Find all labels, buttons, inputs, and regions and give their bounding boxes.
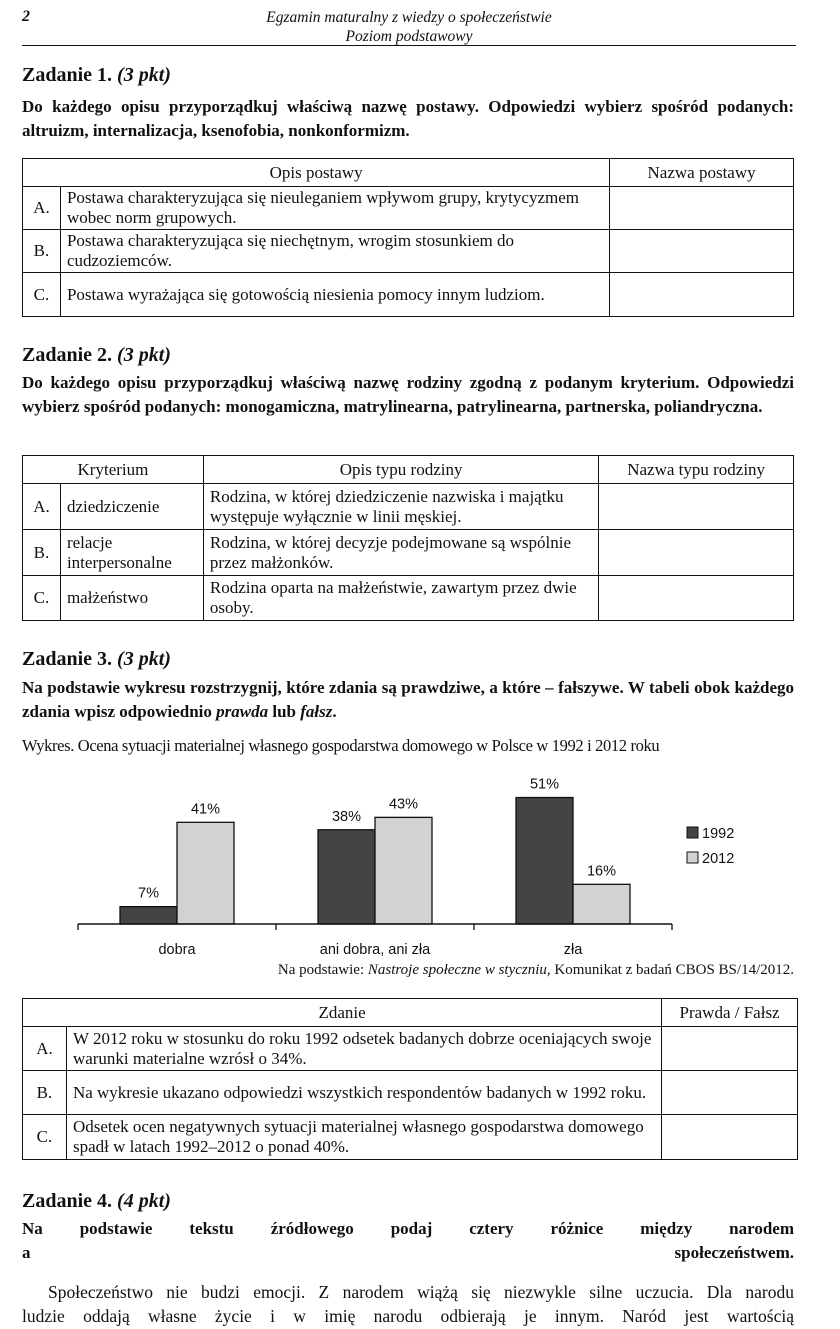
- answer-field[interactable]: [599, 530, 794, 576]
- task3-table: [22, 998, 798, 1160]
- page-number: 2: [22, 8, 30, 25]
- attitude-description: Postawa charakteryzująca się niechętnym, wrogim stosunkiem do cudzoziemców.: [60, 230, 609, 273]
- data-label: 41%: [190, 801, 221, 818]
- task3-points: (3 pkt): [117, 648, 171, 670]
- task4-number: Zadanie 4.: [22, 1190, 113, 1212]
- bar-1992-1: [318, 830, 375, 924]
- task2-points: (3 pkt): [117, 344, 171, 366]
- criterion-cell: małżeństwo: [60, 576, 203, 621]
- word-false: fałsz: [300, 702, 333, 721]
- bar-chart: [60, 760, 760, 960]
- attitude-description: Postawa wyrażająca się gotowością niesienia pomocy innym ludziom.: [60, 273, 609, 317]
- task2-header-answer: Nazwa typu rodziny: [599, 456, 794, 484]
- task3-number: Zadanie 3.: [22, 648, 113, 670]
- task4-title: [22, 1190, 171, 1213]
- criterion-cell: dziedziczenie: [60, 484, 203, 530]
- row-letter: B.: [23, 530, 61, 576]
- family-description: Rodzina oparta na małżeństwie, zawartym przez dwie osoby.: [203, 576, 598, 621]
- row-letter: C.: [23, 1115, 67, 1160]
- family-description: Rodzina, w której dziedziczenie nazwiska i majątku występuje wyłącznie w linii męskiej.: [203, 484, 598, 530]
- category-label: zła: [563, 942, 583, 958]
- exam-title-line1: Egzamin maturalny z wiedzy o społeczeństwie: [266, 9, 552, 26]
- exam-title: [22, 8, 796, 46]
- task1-header-description: Opis postawy: [23, 159, 610, 187]
- legend-label: 2012: [702, 851, 735, 867]
- statement-cell: W 2012 roku w stosunku do roku 1992 odsetek badanych dobrze oceniających swoje warunki materialne wzrósł o 34%.: [66, 1027, 661, 1071]
- task2-instruction: Do każdego opisu przyporządkuj właściwą nazwę rodziny zgodną z podanym kryterium. Odpowiedzi wybierz spośród podanych: monogamiczna, matrylinearna, patrylinearna, partnerska, poliandryczna.: [22, 373, 794, 416]
- row-letter: C.: [23, 273, 61, 317]
- exam-level: Poziom podstawowy: [345, 28, 473, 45]
- answer-field[interactable]: [610, 273, 794, 317]
- bar-2012-0: [177, 822, 234, 924]
- data-label: 51%: [529, 776, 560, 793]
- task3-header-statement: Zdanie: [23, 999, 662, 1027]
- task2-header-criterion: Kryterium: [23, 456, 204, 484]
- row-letter: A.: [23, 187, 61, 230]
- task2-title: [22, 344, 171, 367]
- table-row: [23, 1027, 798, 1071]
- table-row: [23, 576, 794, 621]
- task4-points: (4 pkt): [117, 1190, 171, 1212]
- table-row: [23, 1071, 798, 1115]
- criterion-cell: relacje interpersonalne: [60, 530, 203, 576]
- answer-field[interactable]: [662, 1115, 798, 1160]
- task3-title: [22, 648, 171, 671]
- category-label: ani dobra, ani zła: [319, 942, 431, 958]
- bar-2012-1: [375, 817, 432, 924]
- task3-header-answer: Prawda / Fałsz: [662, 999, 798, 1027]
- row-letter: B.: [23, 230, 61, 273]
- answer-field[interactable]: [599, 484, 794, 530]
- page-header: [22, 6, 796, 46]
- chart-source: Na podstawie: Nastroje społeczne w styczniu, Komunikat z badań CBOS BS/14/2012.: [277, 962, 794, 978]
- answer-field[interactable]: [662, 1027, 798, 1071]
- row-letter: B.: [23, 1071, 67, 1115]
- task1-table: [22, 158, 794, 317]
- table-row: [23, 1115, 798, 1160]
- task2-number: Zadanie 2.: [22, 344, 113, 366]
- table-row: [23, 230, 794, 273]
- answer-field[interactable]: [599, 576, 794, 621]
- task2-header-description: Opis typu rodziny: [203, 456, 598, 484]
- statement-cell: Odsetek ocen negatywnych sytuacji materialnej własnego gospodarstwa domowego spadł w latach 1992–2012 o ponad 40%.: [66, 1115, 661, 1160]
- source-title: Nastroje społeczne w styczniu: [367, 962, 547, 978]
- row-letter: A.: [23, 484, 61, 530]
- task3-instruction: Na podstawie wykresu rozstrzygnij, które zdania są prawdziwe, a które – fałszywe. W tabeli obok każdego zdania wpisz odpowiednio prawda lub fałsz.: [22, 678, 794, 721]
- legend-swatch-1992: [687, 827, 698, 838]
- table-row: [23, 187, 794, 230]
- row-letter: A.: [23, 1027, 67, 1071]
- family-description: Rodzina, w której decyzje podejmowane są wspólnie przez małżonków.: [203, 530, 598, 576]
- task1-title: [22, 64, 171, 87]
- source-text-line2: ludzie oddają własne życie i w imię narodu odbierają je innym. Naród jest wartością: [22, 1306, 794, 1326]
- task2-table: [22, 455, 794, 621]
- word-true: prawda: [216, 702, 269, 721]
- category-label: dobra: [158, 942, 196, 958]
- answer-field[interactable]: [662, 1071, 798, 1115]
- chart-caption: Wykres. Ocena sytuacji materialnej własnego gospodarstwa domowego w Polsce w 1992 i 2012 roku: [22, 736, 660, 755]
- bar-1992-2: [516, 798, 573, 924]
- data-label: 16%: [586, 863, 617, 880]
- data-label: 7%: [138, 885, 159, 902]
- answer-field[interactable]: [610, 230, 794, 273]
- task1-number: Zadanie 1.: [22, 64, 113, 86]
- task1-header-answer: Nazwa postawy: [610, 159, 794, 187]
- legend-label: 1992: [702, 826, 735, 842]
- table-row: [23, 273, 794, 317]
- task1-points: (3 pkt): [117, 64, 171, 86]
- source-text-line1: Społeczeństwo nie budzi emocji. Z narodem wiążą się niezwykle silne uczucia. Dla narodu: [48, 1282, 794, 1302]
- task4-instruction: Na podstawie tekstu źródłowego podaj cztery różnice między narodem a społeczeństwem.: [22, 1219, 794, 1262]
- task1-instruction: Do każdego opisu przyporządkuj właściwą nazwę postawy. Odpowiedzi wybierz spośród podanych: altruizm, internalizacja, ksenofobia, nonkonformizm.: [22, 97, 794, 140]
- bar-1992-0: [120, 907, 177, 924]
- table-row: [23, 530, 794, 576]
- data-label: 38%: [331, 808, 362, 825]
- attitude-description: Postawa charakteryzująca się nieuleganiem wpływom grupy, krytycyzmem wobec norm grupowych.: [60, 187, 609, 230]
- row-letter: C.: [23, 576, 61, 621]
- table-row: [23, 484, 794, 530]
- bar-2012-2: [573, 884, 630, 924]
- statement-cell: Na wykresie ukazano odpowiedzi wszystkich respondentów badanych w 1992 roku.: [66, 1071, 661, 1115]
- answer-field[interactable]: [610, 187, 794, 230]
- legend-swatch-2012: [687, 852, 698, 863]
- data-label: 43%: [388, 796, 419, 813]
